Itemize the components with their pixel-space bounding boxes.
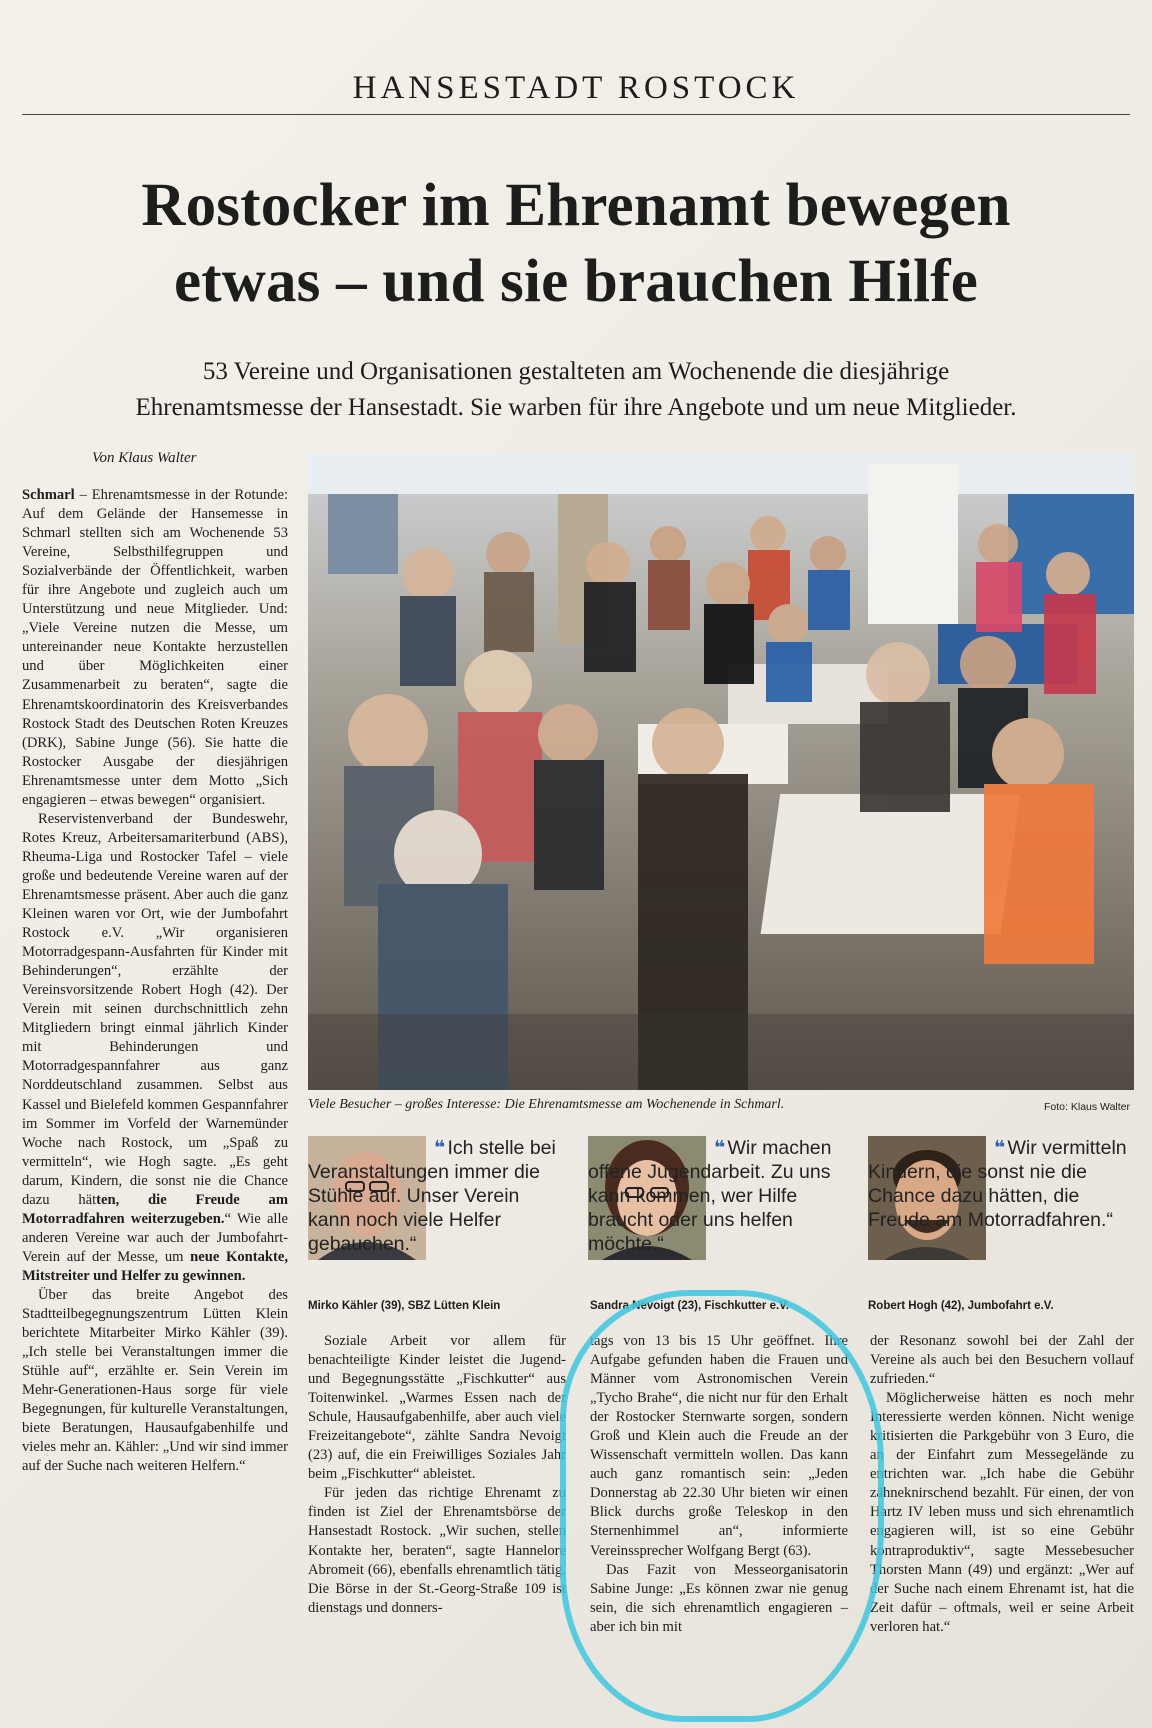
quote-mark-icon: ❝ (434, 1137, 444, 1159)
paragraph-text: “ Wie alle anderen Vereine war auch der Jumbofahrt-Verein auf der Messe, um (22, 1210, 289, 1265)
paragraph: Das Fazit von Messeorganisatorin Sabine Junge: „Es können zwar nie genug sein, die sich ehrenamtlich engagieren – aber ich bin mit (590, 1561, 848, 1635)
article-column-3 (590, 1332, 848, 1637)
quote-1-attribution: Mirko Kähler (39), SBZ Lütten Klein (308, 1300, 501, 1312)
quote-3-attribution: Robert Hogh (42), Jumbofahrt e.V. (868, 1300, 1054, 1312)
quote-1 (308, 1136, 566, 1256)
photo-credit: Foto: Klaus Walter (1044, 1101, 1130, 1113)
headline-line-2: etwas – und sie brauchen Hilfe (173, 248, 979, 315)
subheadline (24, 354, 1128, 426)
dateline: Schmarl (22, 487, 75, 503)
headline (24, 168, 1128, 320)
paragraph: tags von 13 bis 15 Uhr geöffnet. Ihre Aufgabe gefunden haben die Frauen und Männer vom Astronomischen Verein „Tycho Brahe“, die nicht nur für den Erhalt der Rostocker Sternwarte sorgen, sondern Groß und Klein auch die Freude an der Wissenschaft vermitteln wollen. Das kann auch ganz romantisch sein: „Jeden Donnerstag ab 22.30 Uhr bieten wir einen Blick durchs große Teleskop in den Sternenhimmel an“, informierte Vereinssprecher Wolfgang Bergt (63). (590, 1333, 848, 1559)
highlighted-text: neue Kontakte, Mitstreiter und Helfer zu gewinnen. (22, 1248, 289, 1284)
event-photo (308, 454, 1134, 1090)
quote-text: Wir vermitteln Kindern, die sonst nie die Chance dazu hätten, die Freude am Motorradfahren.“ (868, 1137, 1127, 1231)
quote-2-attribution: Sandra Nevoigt (23), Fischkutter e.V. (590, 1300, 789, 1312)
paragraph (22, 486, 288, 810)
section-title: HANSESTADT ROSTOCK (352, 70, 800, 106)
highlighted-text: ten, die Freude am Motorradfahren weiterzugeben. (22, 1191, 288, 1227)
paragraph-text: – Ehrenamtsmesse in der Rotunde: Auf dem Gelände der Hansemesse in Schmarl stellten sich am Wochenende 53 Vereine, Selbsthilfegruppen und Sozialverbände der Öffentlichkeit, warben für ihre Angebote und zugleich auch um Unterstützung und neue Mitglieder. Und: „Viele Vereine nutzen die Messe, um untereinander neue Kontakte herzustellen und über Möglichkeiten einer Zusammenarbeit zu beraten“, sagte die Ehrenamtskoordinatorin des Kreisverbandes Rostock Stadt des Deutschen Roten Kreuzes (DRK), Sabine Junge (56). Sie hatte die Rostocker Ausgabe der diesjährigen Ehrenamtsmesse unter dem Motto „Sich engagieren – etwas bewegen“ organisiert. (22, 487, 288, 808)
quote-text: Ich stelle bei Veranstaltungen immer die Stühle auf. Unser Verein kann noch viele Helfer gebauchen.“ (308, 1137, 556, 1255)
subheadline-line-1: 53 Vereine und Organisationen gestalteten am Wochenende die diesjährige (202, 358, 950, 385)
paragraph-text: Reservistenverband der Bundeswehr, Rotes Kreuz, Arbeitersamariterbund (ABS), Rheuma-Liga und Rostocker Tafel – viele große und bedeutende Vereine waren auf der Ehrenamtsmesse präsent. Aber auch die ganz Kleinen waren vor Ort, wie der Jumbofahrt Rostock e.V. „Wir organisieren Motorradgespann-Ausfahrten für Kinder mit Behinderungen“, erzählte der Vereinsvorsitzende Robert Hogh (42). Der Verein mit seinen durchschnittlich zehn Mitgliedern bringt einmal jährlich Kinder mit Behinderungen und Motorradgespannfahrer aus ganz Norddeutschland zusammen. Selbst aus Kassel und Bielefeld kommen Gespannfahrer im Sommer im Vorfeld der Warnemünder Woche nach Rostock, um „Spaß zu vermitteln“, wie Hogh sagte. „Es geht darum, Kindern, die sonst nie die Chance dazu hät (22, 810, 288, 1208)
paragraph: Über das breite Angebot des Stadtteilbegegnungszentrum Lütten Klein berichtete Mitarbeiter Mirko Kähler (39). „Ich stelle bei Veranstaltungen immer die Stühle auf“, erzählte er. Sein Verein im Mehr-Generationen-Haus sorge für viele Begegnungen, für kulturelle Veranstaltungen, biete Beratungen, Hausaufgabenhilfe und vieles mehr an. Kähler: „Und wir sind immer auf der Suche nach weiteren Helfern.“ (22, 1286, 288, 1475)
article-column-4 (870, 1332, 1134, 1637)
quote-2 (588, 1136, 850, 1256)
paragraph: Soziale Arbeit vor allem für benachteiligte Kinder leistet die Jugend- und Begegnungsstätte „Fischkutter“ aus Toitenwinkel. „Warmes Essen nach der Schule, Hausaufgabenhilfe, aber auch viele Freizeitangebote“, zählte Sandra Nevoigt (23) auf, die ein Freiwilliges Soziales Jahr beim „Fischkutter“ ableistet. (308, 1333, 566, 1483)
subheadline-line-2: Ehrenamtsmesse der Hansestadt. Sie warben für ihre Angebote und um neue Mitglieder. (135, 394, 1017, 421)
photo-caption: Viele Besucher – großes Interesse: Die Ehrenamtsmesse am Wochenende in Schmarl. (308, 1097, 785, 1112)
quote-mark-icon: ❝ (714, 1137, 724, 1159)
paragraph: der Resonanz sowohl bei der Zahl der Vereine als auch bei den Besuchern vollauf zufrieden.“ (870, 1333, 1134, 1388)
quote-mark-icon: ❝ (994, 1137, 1004, 1159)
article-column-1 (22, 486, 288, 1476)
paragraph (22, 810, 288, 1286)
headline-line-1: Rostocker im Ehrenamt bewegen (141, 172, 1011, 239)
article-column-2 (308, 1332, 566, 1618)
paragraph: Für jeden das richtige Ehrenamt zu finden ist Ziel der Ehrenamtsbörse der Hansestadt Rostock. „Wir suchen, stellen Kontakte her, beraten“, sagte Hannelore Abromeit (66), ebenfalls ehrenamtlich tätig. Die Börse in der St.-Georg-Straße 109 ist dienstags und donners- (308, 1485, 566, 1616)
quote-text: Wir machen offene Jugendarbeit. Zu uns kann kommen, wer Hilfe braucht oder uns helfen möchte.“ (588, 1137, 832, 1255)
crowd-photo-illustration (308, 454, 1134, 1090)
section-rule (22, 114, 1130, 115)
byline: Von Klaus Walter (92, 450, 197, 466)
quote-3 (868, 1136, 1134, 1232)
paragraph: Möglicherweise hätten es noch mehr Interessierte werden können. Nicht wenige kritisierten die Parkgebühr von 3 Euro, die an der Einfahrt zum Messegelände zu entrichten war. „Ich habe die Gebühr zähneknirschend bezahlt. Für einen, der von Hartz IV leben muss und sich ehrenamtlich engagieren will, ist so eine Gebühr kontraproduktiv“, sagte Messebesucher Thorsten Mann (49) und ergänzt: „Wer auf der Suche nach einem Ehrenamt ist, hat die Zeit dafür – oftmals, weil er seine Arbeit verloren hat.“ (870, 1390, 1134, 1635)
